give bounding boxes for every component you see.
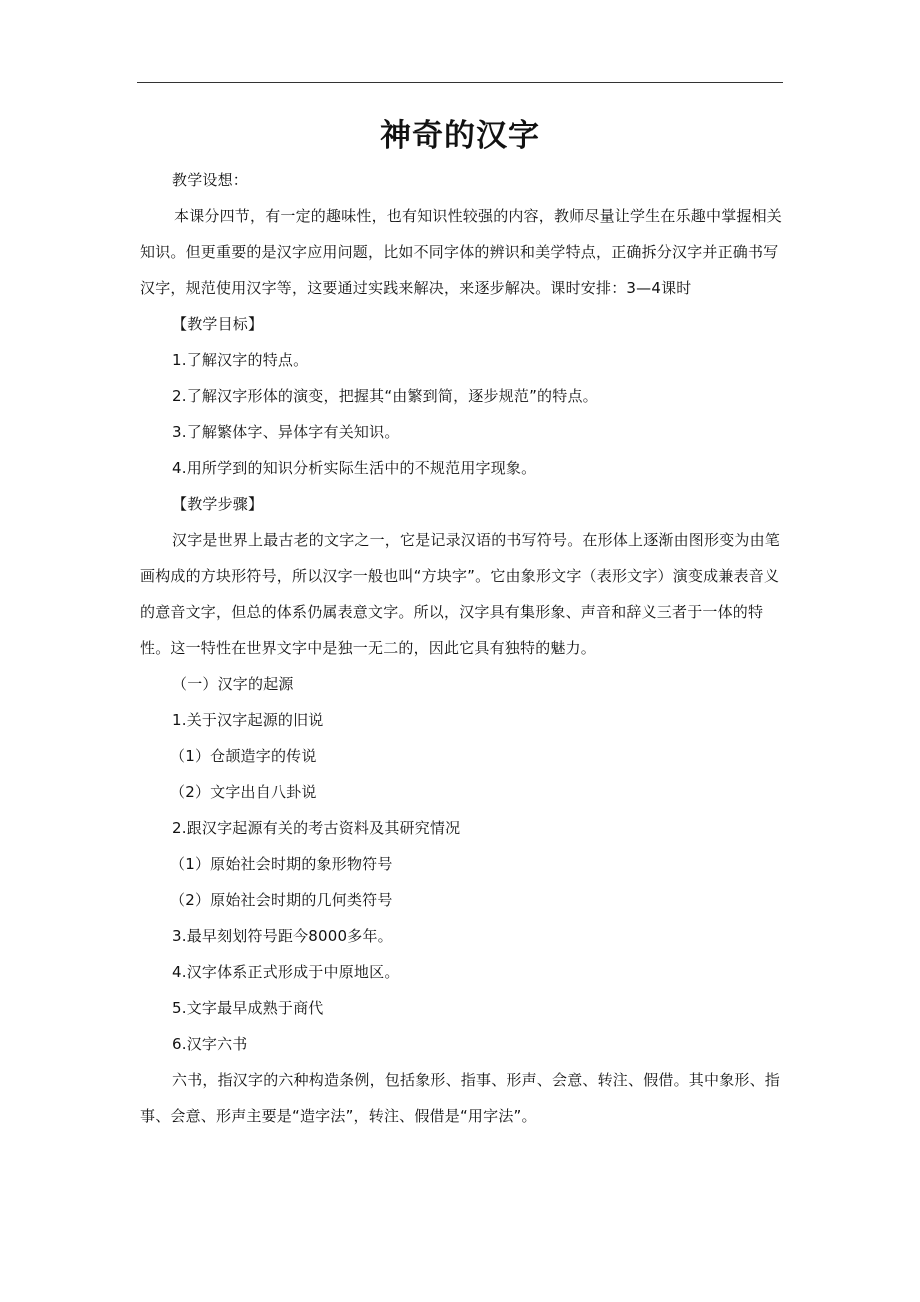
- goal-item: 4.用所学到的知识分析实际生活中的不规范用字现象。: [172, 459, 537, 477]
- list-item: 4.汉字体系正式形成于中原地区。: [172, 963, 400, 981]
- list-item: （1）原始社会时期的象形物符号: [170, 855, 393, 873]
- list-item: 2.跟汉字起源有关的考古资料及其研究情况: [172, 819, 461, 837]
- goals-heading: 【教学目标】: [172, 315, 264, 333]
- list-item: （2）原始社会时期的几何类符号: [170, 891, 393, 909]
- design-heading: 教学设想：: [172, 171, 249, 189]
- section-heading: （一）汉字的起源: [172, 675, 294, 693]
- goal-item: 2.了解汉字形体的演变，把握其“由繁到简，逐步规范”的特点。: [172, 387, 598, 405]
- list-item: 5.文字最早成熟于商代: [172, 999, 324, 1017]
- list-item: 3.最早刻划符号距今8000多年。: [172, 927, 393, 945]
- list-item: （1）仓颉造字的传说: [170, 747, 317, 765]
- page-title: 神奇的汉字: [380, 118, 540, 154]
- liushu-paragraph: 六书，指汉字的六种构造条例，包括象形、指事、形声、会意、转注、假借。其中象形、指事、会意、形声主要是“造字法”，转注、假借是“用字法”。: [140, 1071, 781, 1125]
- steps-heading: 【教学步骤】: [172, 495, 264, 513]
- design-paragraph: 本课分四节，有一定的趣味性，也有知识性较强的内容，教师尽量让学生在乐趣中掌握相关知识。但更重要的是汉字应用问题，比如不同字体的辨识和美学特点，正确拆分汉字并正确书写汉字，规范使用汉字等，这要通过实践来解决，来逐步解决。课时安排：3—4课时: [140, 207, 783, 297]
- goal-item: 3.了解繁体字、异体字有关知识。: [172, 423, 400, 441]
- goal-item: 1.了解汉字的特点。: [172, 351, 309, 369]
- list-item: 6.汉字六书: [172, 1035, 248, 1053]
- list-item: 1.关于汉字起源的旧说: [172, 711, 324, 729]
- list-item: （2）文字出自八卦说: [170, 783, 317, 801]
- document-body: [140, 162, 782, 1134]
- intro-paragraph: 汉字是世界上最古老的文字之一，它是记录汉语的书写符号。在形体上逐渐由图形变为由笔画构成的方块形符号，所以汉字一般也叫“方块字”。它由象形文字（表形文字）演变成兼表音义的意音文字，但总的体系仍属表意文字。所以，汉字具有集形象、声音和辞义三者于一体的特性。这一特性在世界文字中是独一无二的，因此它具有独特的魅力。: [140, 531, 781, 657]
- header-rule: [137, 82, 783, 83]
